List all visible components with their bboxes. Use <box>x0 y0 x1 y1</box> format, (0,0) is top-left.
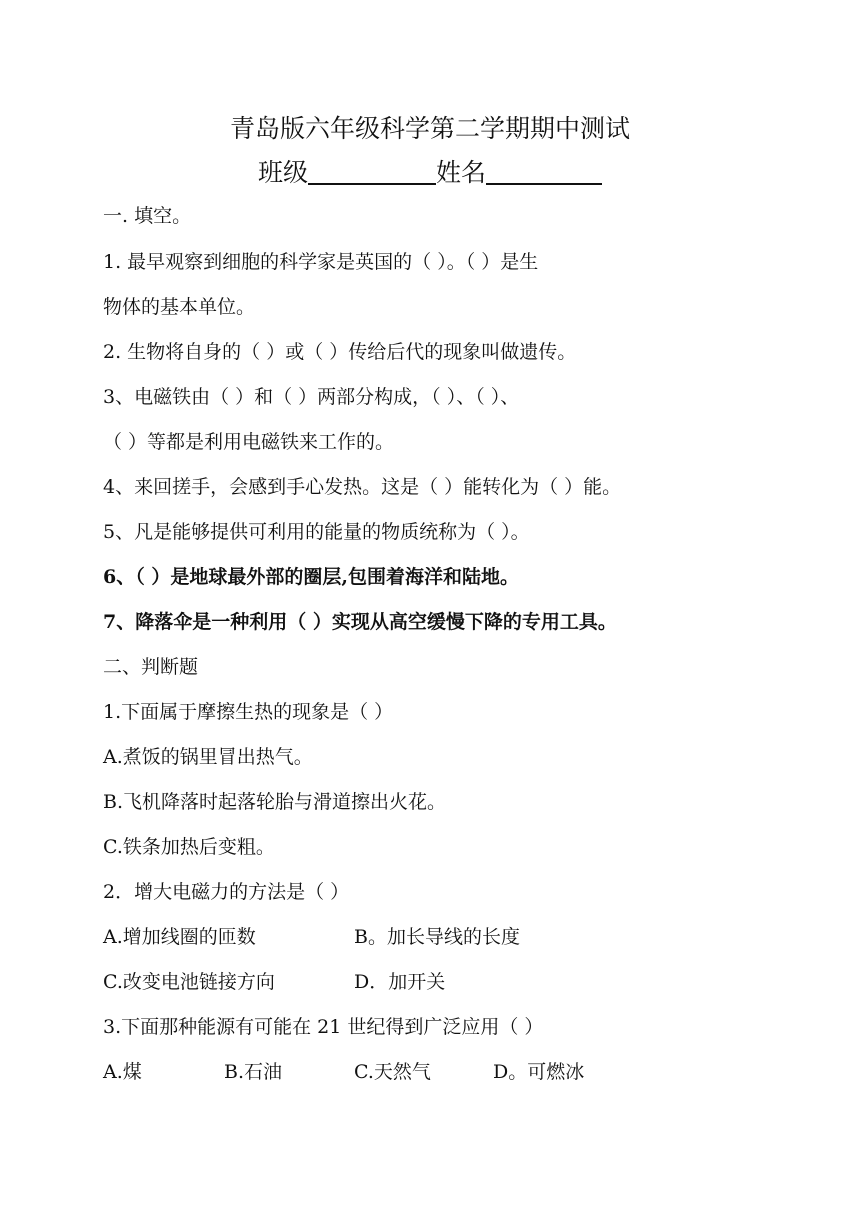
judge-q3-option-a: A.煤 <box>103 1061 142 1083</box>
class-label: 班级 <box>257 158 308 187</box>
judge-q3: 3.下面那种能源有可能在 21 世纪得到广泛应用（ ） <box>103 1016 544 1038</box>
fill-q3-line2: （ ）等都是利用电磁铁来工作的。 <box>103 431 395 453</box>
judge-q3-option-d: D。可燃冰 <box>493 1061 585 1083</box>
judge-q2: 2．增大电磁力的方法是（ ） <box>103 881 350 903</box>
fill-q1-line1: 1. 最早观察到细胞的科学家是英国的（ ）。（ ）是生 <box>103 251 539 273</box>
section1-heading: 一. 填空。 <box>103 205 192 227</box>
name-label: 姓名 <box>436 158 487 187</box>
judge-q2-option-a: A.增加线圈的匝数 <box>103 926 256 948</box>
fill-q1-line2: 物体的基本单位。 <box>103 296 256 318</box>
judge-q1-option-c: C.铁条加热后变粗。 <box>103 836 275 858</box>
judge-q1-option-b: B.飞机降落时起落轮胎与滑道擦出火花。 <box>103 791 447 813</box>
fill-q6: 6、（ ）是地球最外部的圈层,包围着海洋和陆地。 <box>103 566 519 588</box>
class-blank <box>308 161 436 185</box>
page-title: 青岛版六年级科学第二学期期中测试 <box>229 114 630 143</box>
fill-q5: 5、凡是能够提供可利用的能量的物质统称为（ ）。 <box>103 521 530 543</box>
student-info-line <box>0 160 860 185</box>
judge-q2-option-c: C.改变电池链接方向 <box>103 971 275 993</box>
judge-q1-option-a: A.煮饭的锅里冒出热气。 <box>103 746 313 768</box>
fill-q4: 4、来回搓手，会感到手心发热。这是（ ）能转化为（ ）能。 <box>103 476 622 498</box>
judge-q3-option-b: B.石油 <box>224 1061 283 1083</box>
fill-q7: 7、降落伞是一种利用（ ）实现从高空缓慢下降的专用工具。 <box>103 611 617 633</box>
judge-q2-option-b: B。加长导线的长度 <box>354 926 520 948</box>
judge-q1: 1.下面属于摩擦生热的现象是（ ） <box>103 701 394 723</box>
judge-q3-option-c: C.天然气 <box>354 1061 431 1083</box>
judge-q2-option-d: D．加开关 <box>354 971 446 993</box>
fill-q3-line1: 3、电磁铁由（ ）和（ ）两部分构成，（ ）、（ ）、 <box>103 386 520 408</box>
section2-heading: 二、判断题 <box>103 656 199 678</box>
fill-q2: 2. 生物将自身的（ ）或（ ）传给后代的现象叫做遗传。 <box>103 341 577 363</box>
name-blank <box>486 161 602 185</box>
